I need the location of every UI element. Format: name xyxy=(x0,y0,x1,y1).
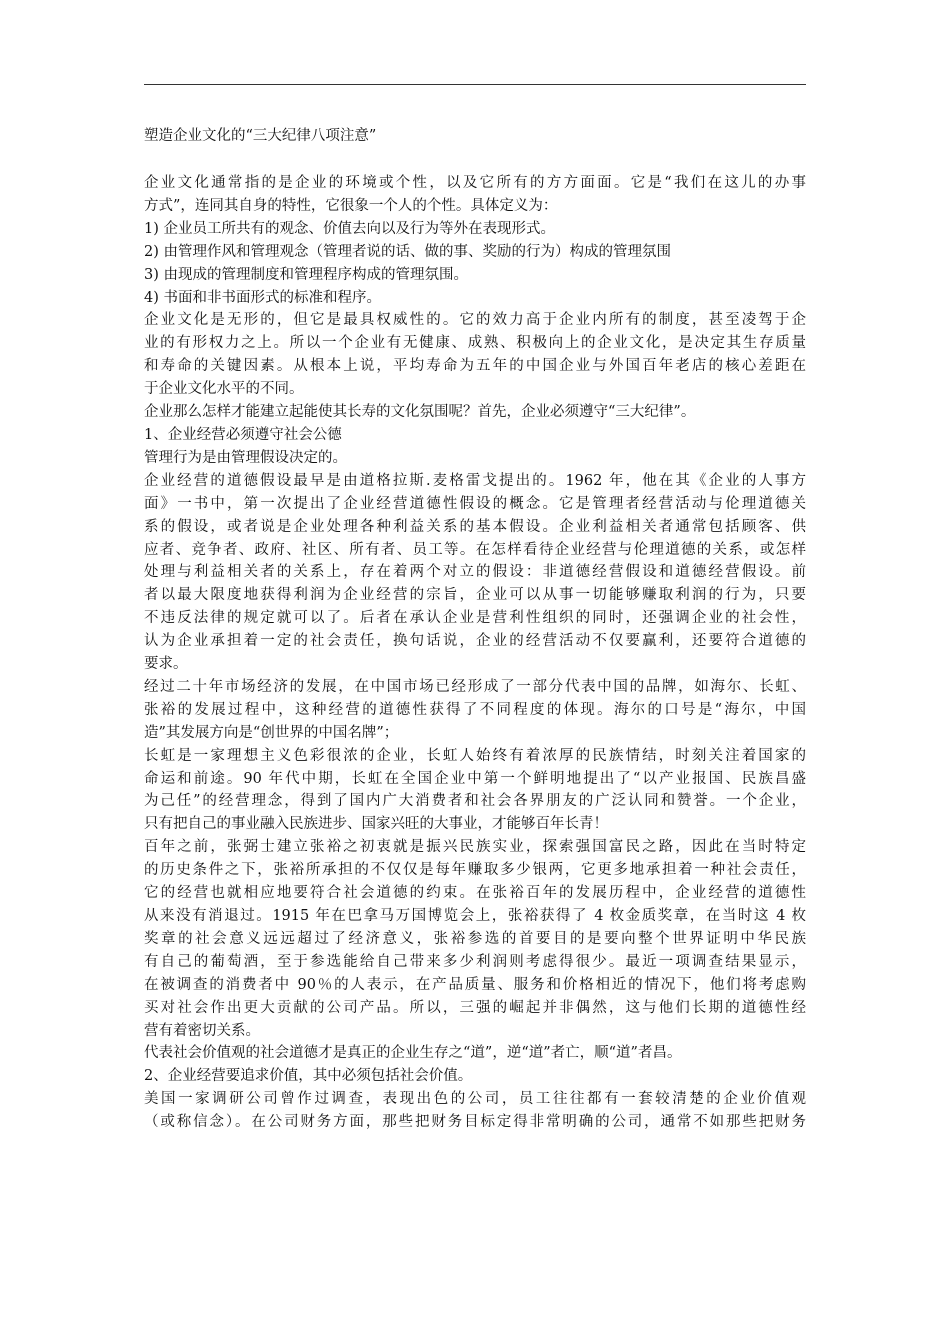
text-line: 应者、竞争者、政府、社区、所有者、员工等。在怎样看待企业经营与伦理道德的关系，或怎样 xyxy=(144,541,806,558)
text-line: 从来没有消退过。1915 年在巴拿马万国博览会上，张裕获得了 4 枚金质奖章，在当时这 4 枚 xyxy=(144,908,806,924)
text-line: 企业那么怎样才能建立起能使其长寿的文化氛围呢？首先，企业必须遵守“三大纪律”。 xyxy=(144,404,696,421)
text-line: 处理与利益相关者的关系上，存在着两个对立的假设：非道德经营假设和道德经营假设。前 xyxy=(144,564,806,581)
text-line: 企业文化是无形的，但它是最具权威性的。它的效力高于企业内所有的制度，甚至凌驾于企 xyxy=(144,312,806,329)
text-line: 2、企业经营要追求价值，其中必须包括社会价值。 xyxy=(144,1068,473,1085)
text-line: 代表社会价值观的社会道德才是真正的企业生存之“道”，逆“道”者亡，顺“道”者昌。 xyxy=(144,1045,682,1062)
document-body xyxy=(144,124,806,1134)
text-line: 百年之前，张弼士建立张裕之初衷就是振兴民族实业，探索强国富民之路，因此在当时特定 xyxy=(144,839,806,856)
text-line: 1) 企业员工所共有的观念、价值去向以及行为等外在表现形式。 xyxy=(144,220,555,237)
text-line: 张裕的发展过程中，这种经营的道德性获得了不同程度的体现。海尔的口号是“海尔，中国 xyxy=(144,701,806,718)
text-line: 只有把自己的事业融入民族进步、国家兴旺的大事业，才能够百年长青！ xyxy=(144,816,608,833)
text-line: 要求。 xyxy=(144,656,188,673)
text-line: 在被调查的消费者中 90％的人表示，在产品质量、服务和价格相近的情况下，他们将考虑购 xyxy=(144,976,806,993)
text-line: 它的经营也就相应地要符合社会道德的约束。在张裕百年的发展历程中，企业经营的道德性 xyxy=(144,885,806,902)
text-line: 为己任”的经营理念，得到了国内广大消费者和社会各界朋友的广泛认同和赞誉。一个企业， xyxy=(144,793,806,810)
text-line: 美国一家调研公司曾作过调查，表现出色的公司，员工往往都有一套较清楚的企业价值观 xyxy=(144,1091,806,1108)
text-line: 3) 由现成的管理制度和管理程序构成的管理氛围。 xyxy=(144,266,468,283)
text-line: 经过二十年市场经济的发展，在中国市场已经形成了一部分代表中国的品牌，如海尔、长虹、 xyxy=(144,678,806,695)
text-line: 1、企业经营必须遵守社会公德 xyxy=(144,426,342,443)
text-line: 的历史条件之下，张裕所承担的不仅仅是每年赚取多少银两，它更多地承担着一种社会责任， xyxy=(144,862,806,879)
text-line: 和寿命的关键因素。从根本上说，平均寿命为五年的中国企业与外国百年老店的核心差距在 xyxy=(144,358,806,375)
text-line: 长虹是一家理想主义色彩很浓的企业，长虹人始终有着浓厚的民族情结，时刻关注着国家的 xyxy=(144,747,806,764)
document-title: 塑造企业文化的“三大纪律八项注意” xyxy=(144,128,377,144)
text-line: 不违反法律的规定就可以了。后者在承认企业是营利性组织的同时，还强调企业的社会性， xyxy=(144,610,806,627)
text-line: 营有着密切关系。 xyxy=(144,1022,260,1039)
text-line: 买对社会作出更大贡献的公司产品。所以，三强的崛起并非偶然，这与他们长期的道德性经 xyxy=(144,999,806,1016)
text-line: 有自己的葡萄酒，至于参选能给自己带来多少利润则考虑得很少。最近一项调查结果显示， xyxy=(144,953,806,970)
text-line: 2) 由管理作风和管理观念（管理者说的话、做的事、奖励的行为）构成的管理氛围 xyxy=(144,243,671,260)
text-line: （或称信念）。在公司财务方面，那些把财务目标定得非常明确的公司，通常不如那些把财务 xyxy=(144,1114,806,1131)
text-line: 造”其发展方向是“创世界的中国名牌”； xyxy=(144,724,399,741)
text-line: 企业经营的道德假设最早是由道格拉斯.麦格雷戈提出的。1962 年，他在其《企业的人事方 xyxy=(144,472,806,489)
text-line: 方式”，连同其自身的特性，它很象一个人的个性。具体定义为： xyxy=(144,197,558,214)
document-text xyxy=(144,172,806,1134)
text-line: 者以最大限度地获得利润为企业经营的宗旨，企业可以从事一切能够赚取利润的行为，只要 xyxy=(144,587,806,604)
text-line: 命运和前途。90 年代中期，长虹在全国企业中第一个鲜明地提出了“以产业报国、民族昌盛 xyxy=(144,770,806,787)
text-line: 奖章的社会意义远远超过了经济意义，张裕参选的首要目的是要向整个世界证明中华民族 xyxy=(144,930,806,947)
text-line: 管理行为是由管理假设决定的。 xyxy=(144,449,347,466)
header-rule xyxy=(144,84,806,85)
text-line: 认为企业承担着一定的社会责任，换句话说，企业的经营活动不仅要赢利，还要符合道德的 xyxy=(144,633,806,650)
text-line: 业的有形权力之上。所以一个企业有无健康、成熟、积极向上的企业文化，是决定其生存质量 xyxy=(144,335,806,352)
text-line: 面》一书中，第一次提出了企业经营道德性假设的概念。它是管理者经营活动与伦理道德关 xyxy=(144,495,806,512)
text-line: 系的假设，或者说是企业处理各种利益关系的基本假设。企业利益相关者通常包括顾客、供 xyxy=(144,518,806,535)
text-line: 于企业文化水平的不同。 xyxy=(144,381,304,398)
text-line: 4) 书面和非书面形式的标准和程序。 xyxy=(144,289,381,306)
text-line: 企业文化通常指的是企业的环境或个性，以及它所有的方方面面。它是“我们在这儿的办事 xyxy=(144,175,806,191)
